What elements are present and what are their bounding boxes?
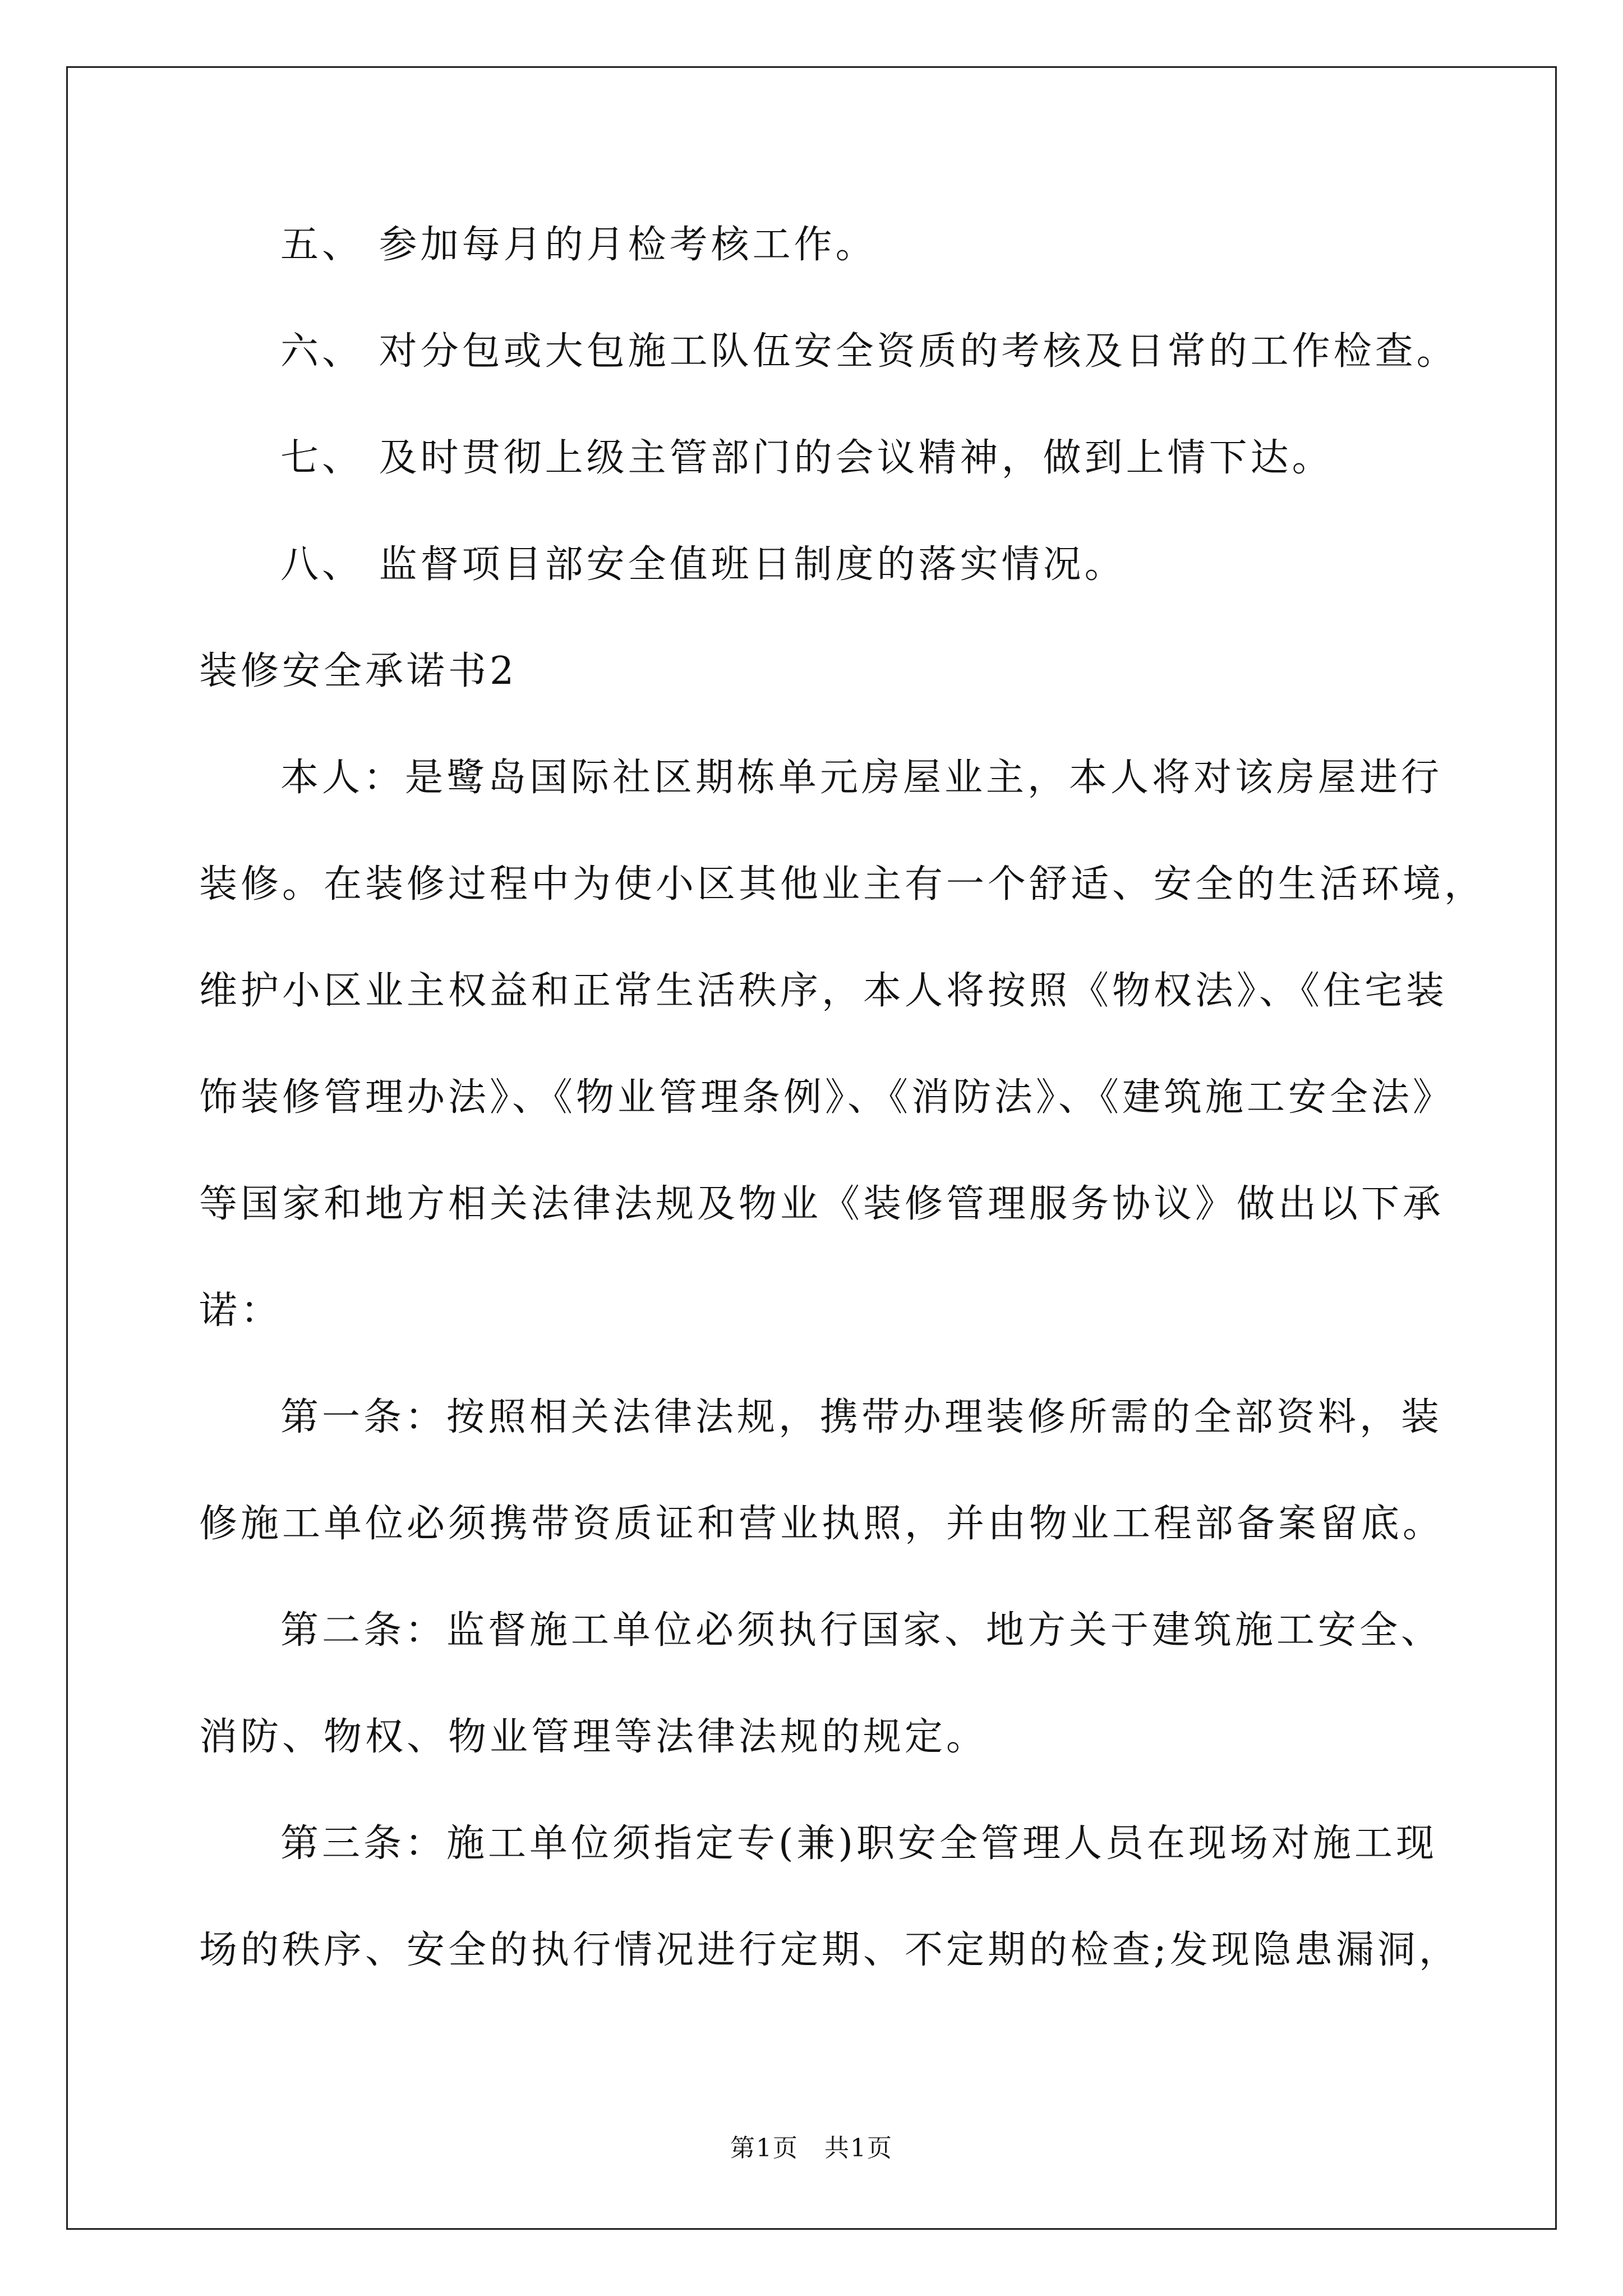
- article-1-line: 第一条：按照相关法律法规，携带办理装修所需的全部资料，装: [280, 1395, 1443, 1439]
- article-3-line: 场的秩序、安全的执行情况进行定期、不定期的检查;发现隐患漏洞，: [199, 1928, 1460, 1972]
- section-heading: 装修安全承诺书2: [199, 649, 518, 693]
- article-2-line: 消防、物权、物业管理等法律法规的规定。: [199, 1715, 988, 1759]
- list-item-6: 六、 对分包或大包施工队伍安全资质的考核及日常的工作检查。: [280, 329, 1458, 374]
- article-3-line: 第三条：施工单位须指定专(兼)职安全管理人员在现场对施工现: [280, 1821, 1438, 1866]
- article-1-line: 修施工单位必须携带资质证和营业执照，并由物业工程部备案留底。: [199, 1502, 1445, 1546]
- list-item-5: 五、 参加每月的月检考核工作。: [280, 223, 877, 267]
- list-item-7: 七、 及时贯彻上级主管部门的会议精神，做到上情下达。: [280, 436, 1334, 480]
- paragraph-line: 诺：: [199, 1289, 283, 1333]
- article-2-line: 第二条：监督施工单位必须执行国家、地方关于建筑施工安全、: [280, 1608, 1443, 1653]
- paragraph-line: 本人：是鹭岛国际社区期栋单元房屋业主，本人将对该房屋进行: [280, 756, 1443, 800]
- paragraph-line: 等国家和地方相关法律法规及物业《装修管理服务协议》做出以下承: [199, 1182, 1445, 1226]
- page-border: [66, 66, 1557, 2230]
- paragraph-line: 饰装修管理办法》、《物业管理条例》、《消防法》、《建筑施工安全法》: [199, 1075, 1455, 1120]
- list-item-8: 八、 监督项目部安全值班日制度的落实情况。: [280, 542, 1126, 587]
- paragraph-line: 装修。在装修过程中为使小区其他业主有一个舒适、安全的生活环境，: [199, 862, 1486, 907]
- page-number-footer: 第1页 共1页: [730, 2134, 893, 2162]
- paragraph-line: 维护小区业主权益和正常生活秩序，本人将按照《物权法》、《住宅装: [199, 969, 1448, 1013]
